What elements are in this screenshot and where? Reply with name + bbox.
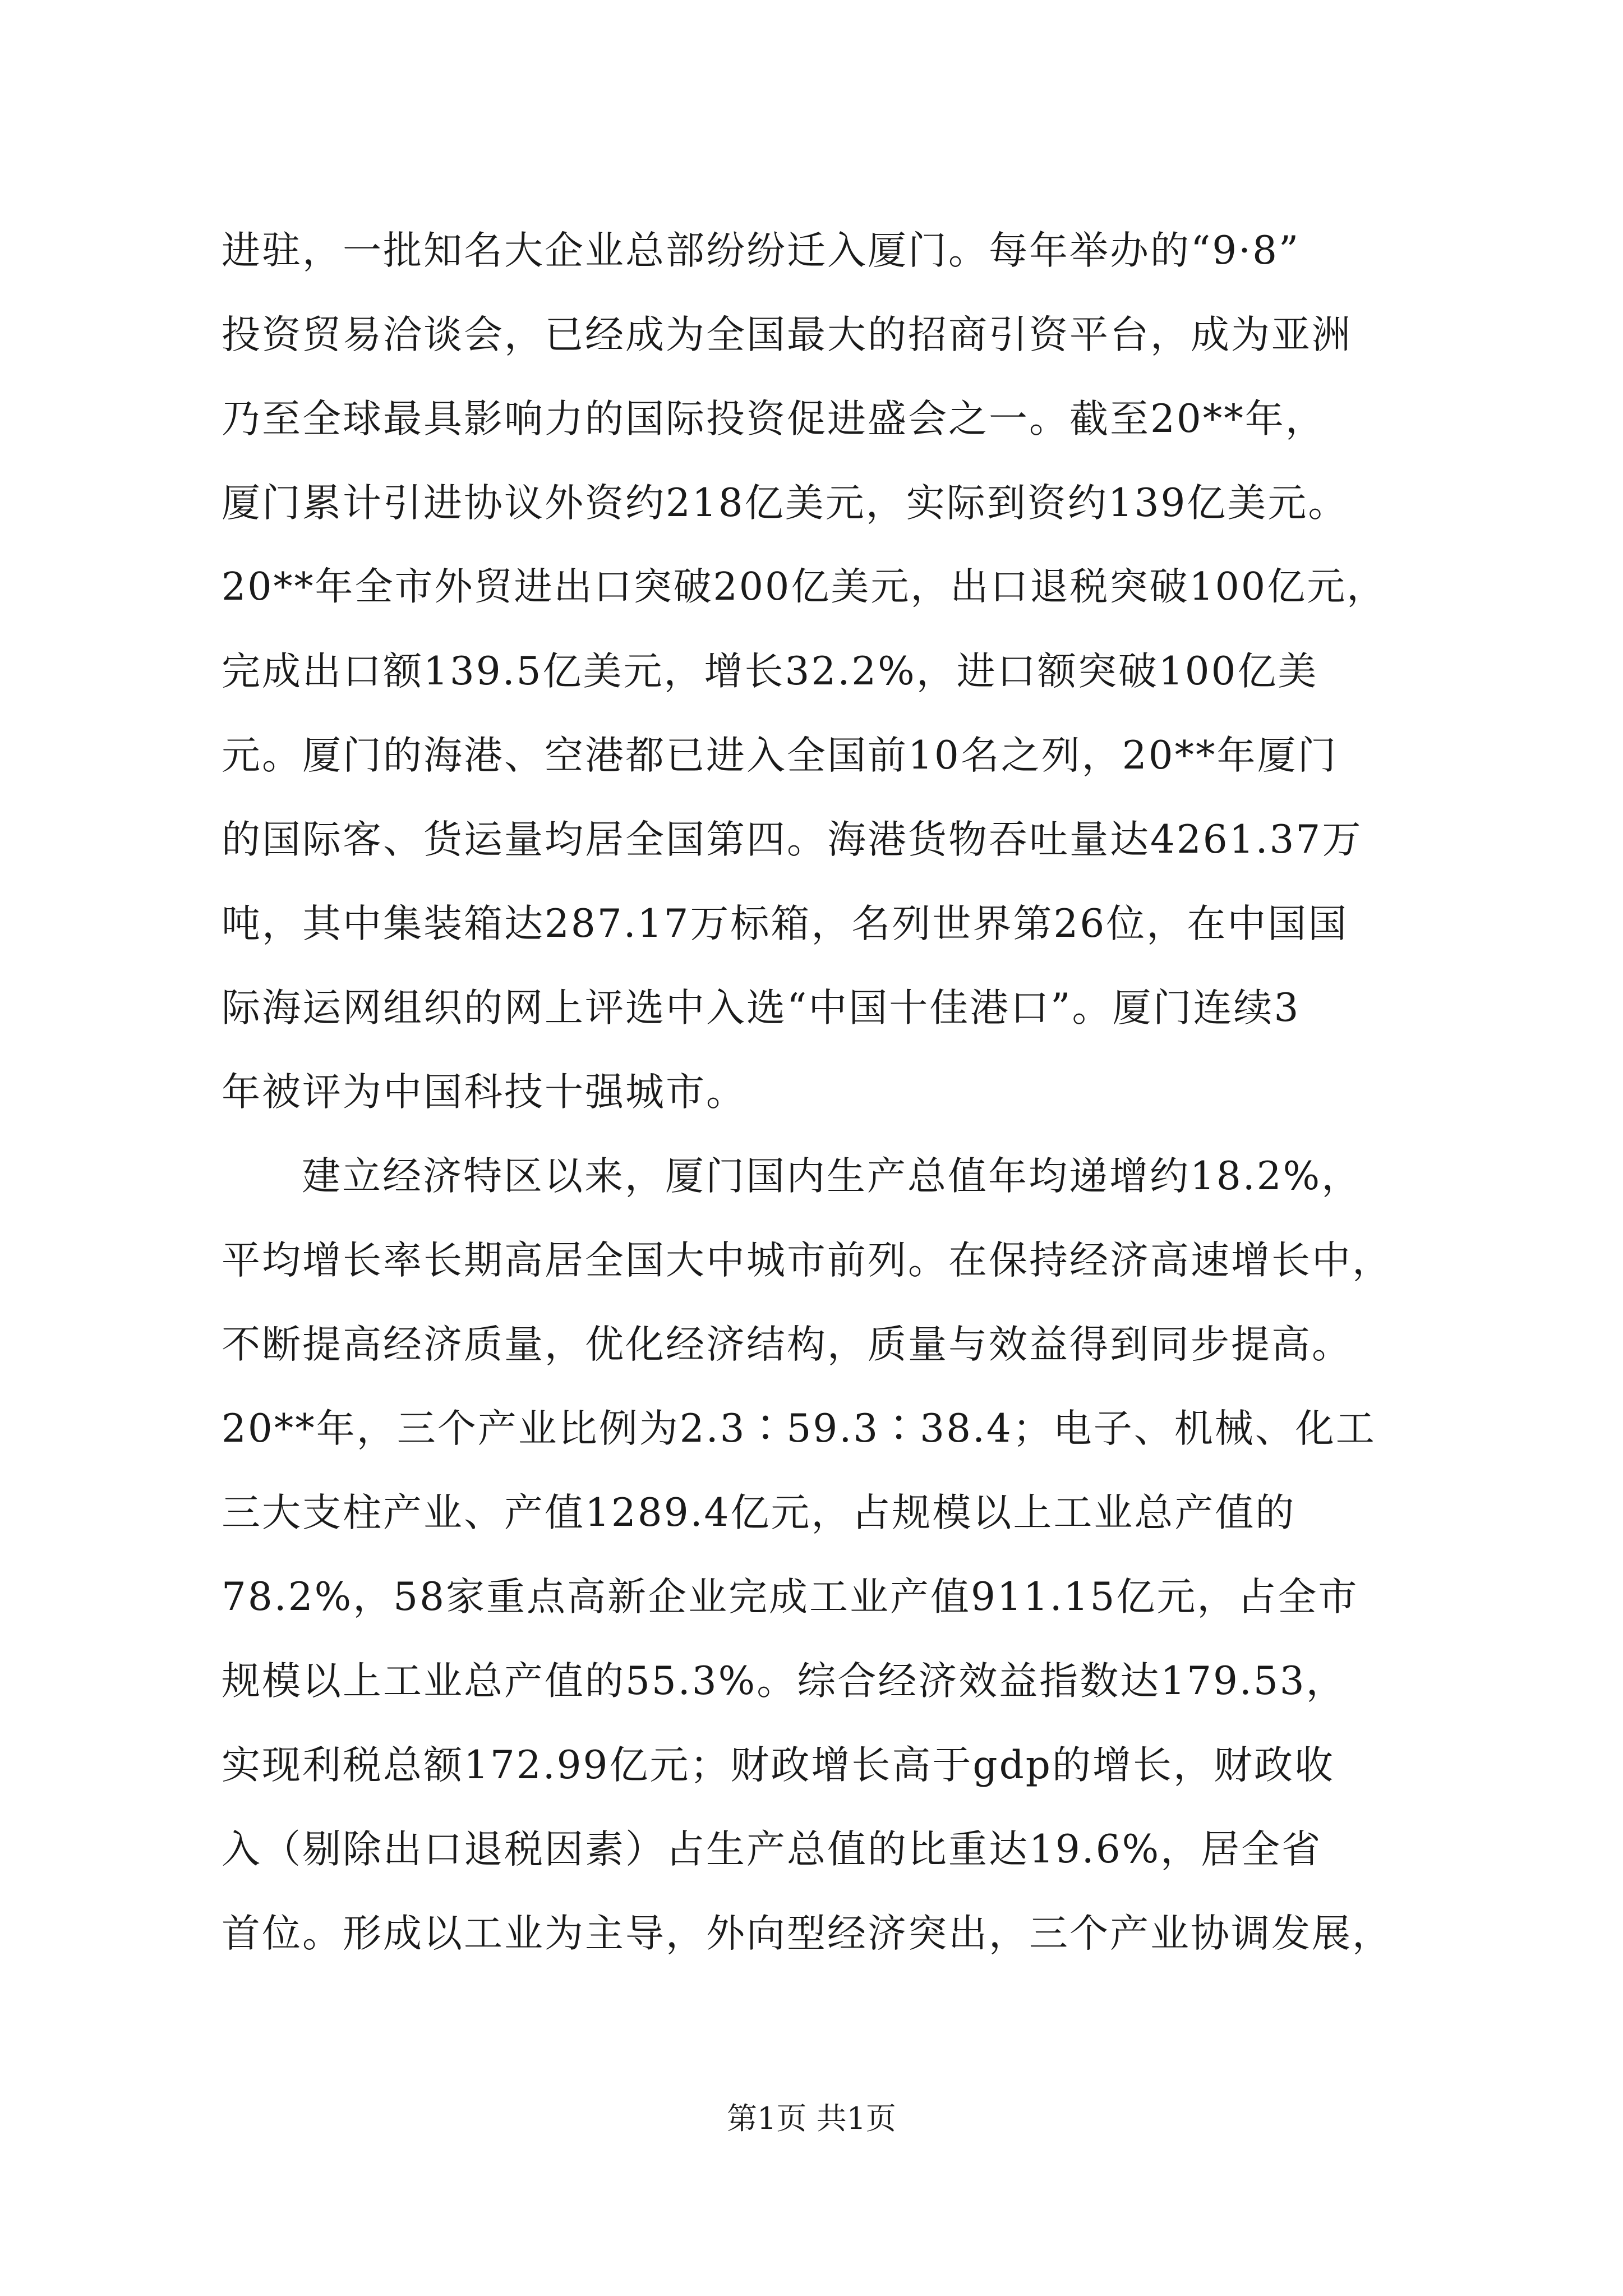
page-footer: 第1页 共1页 — [727, 2101, 896, 2136]
text-line: 78.2%，58家重点高新企业完成工业产值911.15亿元，占全市 — [222, 1575, 1359, 1619]
text-line: 元。厦门的海港、空港都已进入全国前10名之列，20**年厦门 — [222, 733, 1338, 778]
text-line: 首位。形成以工业为主导，外向型经济突出，三个产业协调发展， — [222, 1911, 1393, 1956]
text-line: 实现利税总额172.99亿元；财政增长高于gdp的增长，财政收 — [222, 1743, 1335, 1788]
text-line: 平均增长率长期高居全国大中城市前列。在保持经济高速增长中， — [222, 1238, 1393, 1283]
text-line: 20**年全市外贸进出口突破200亿美元，出口退税突破100亿元， — [222, 565, 1387, 609]
text-line: 的国际客、货运量均居全国第四。海港货物吞吐量达4261.37万 — [222, 817, 1363, 862]
text-line: 乃至全球最具影响力的国际投资促进盛会之一。截至20**年， — [222, 397, 1326, 441]
text-line: 进驻，一批知名大企业总部纷纷迁入厦门。每年举办的“9·8” — [222, 228, 1301, 273]
text-line: 际海运网组织的网上评选中入选“中国十佳港口”。厦门连续3 — [222, 986, 1301, 1030]
paragraph-first-line: 建立经济特区以来，厦门国内生产总值年均递增约18.2%， — [302, 1154, 1362, 1199]
text-line: 完成出口额139.5亿美元，增长32.2%，进口额突破100亿美 — [222, 649, 1318, 694]
text-line: 规模以上工业总产值的55.3%。综合经济效益指数达179.53， — [222, 1659, 1347, 1704]
text-line: 投资贸易洽谈会，已经成为全国最大的招商引资平台，成为亚洲 — [222, 312, 1352, 357]
text-line: 20**年，三个产业比例为2.3∶59.3∶38.4；电子、机械、化工 — [222, 1406, 1376, 1451]
text-line: 不断提高经济质量，优化经济结构，质量与效益得到同步提高。 — [222, 1322, 1352, 1367]
text-line: 入（剔除出口退税因素）占生产总值的比重达19.6%，居全省 — [222, 1827, 1322, 1872]
text-line: 年被评为中国科技十强城市。 — [222, 1070, 746, 1115]
text-line: 三大支柱产业、产值1289.4亿元，占规模以上工业总产值的 — [222, 1490, 1296, 1535]
text-line: 厦门累计引进协议外资约218亿美元，实际到资约139亿美元。 — [222, 481, 1349, 526]
text-line: 吨，其中集装箱达287.17万标箱，名列世界第26位，在中国国 — [222, 901, 1349, 946]
